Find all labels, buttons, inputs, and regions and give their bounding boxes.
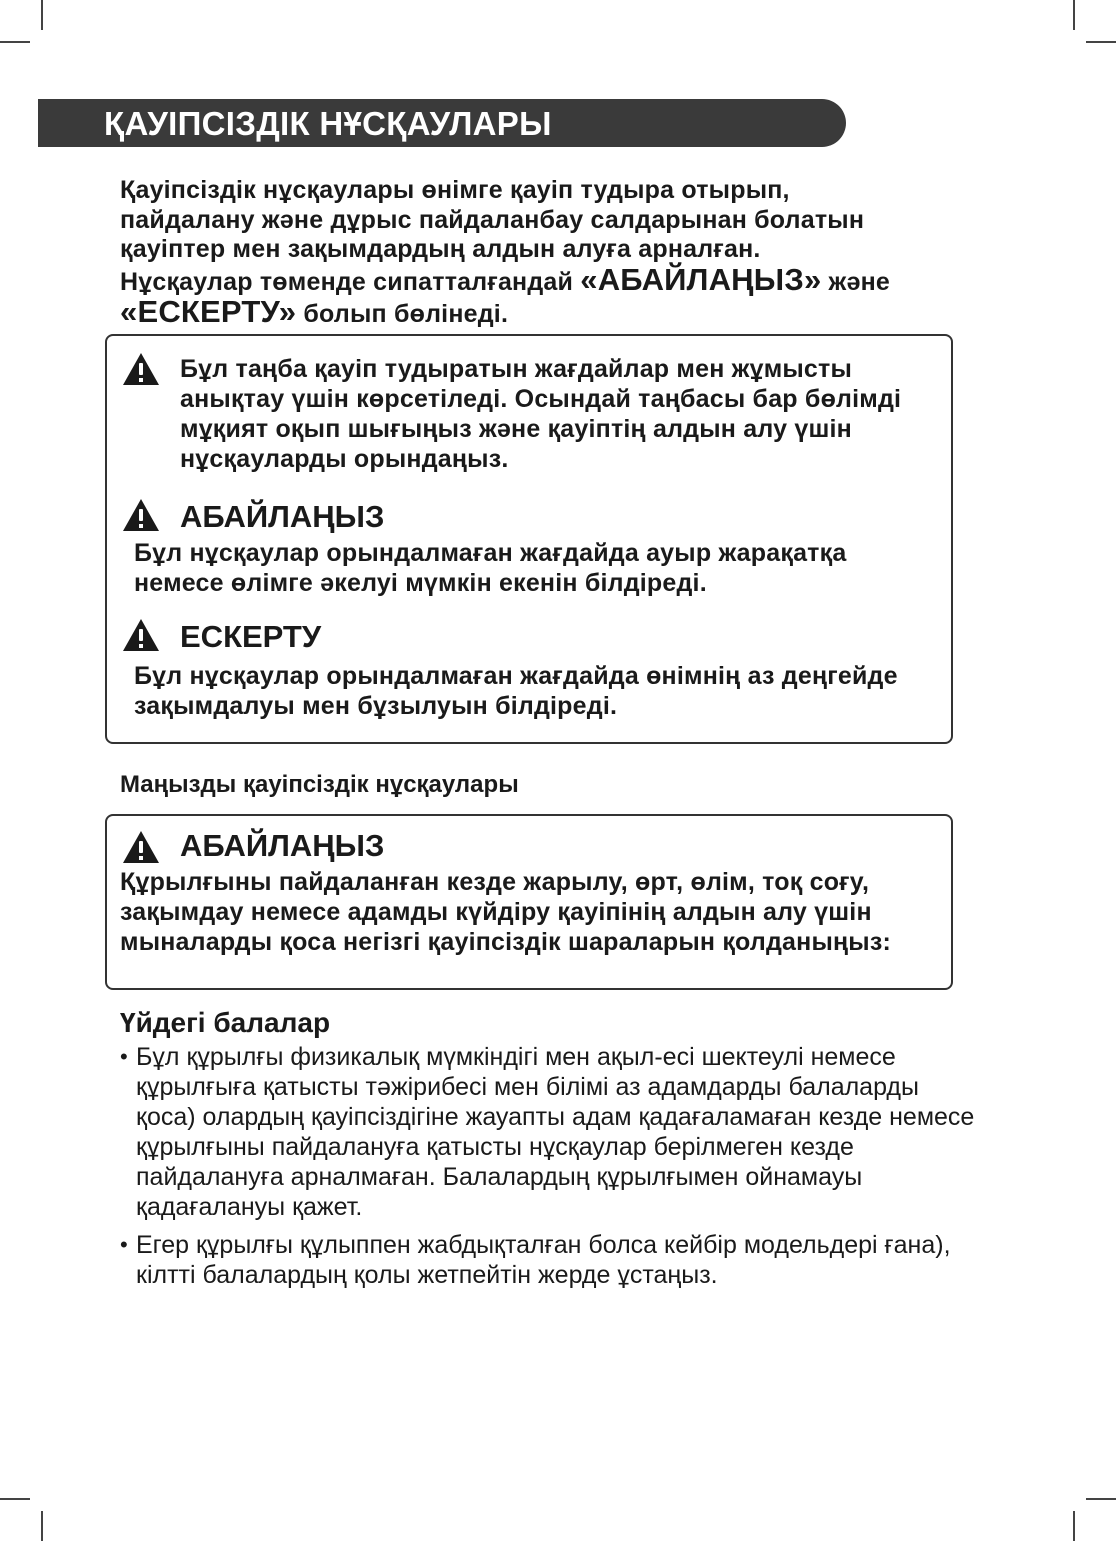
warning-term: «АБАЙЛАҢЫЗ» bbox=[580, 261, 822, 297]
caution-heading: ЕСКЕРТУ bbox=[180, 619, 322, 654]
warning-triangle-icon bbox=[122, 352, 160, 386]
warning-heading: АБАЙЛАҢЫЗ bbox=[180, 499, 385, 534]
section-title: Маңызды қауіпсіздік нұсқаулары bbox=[120, 771, 519, 798]
intro-line: Қауіпсіздік нұсқаулары өнімге қауіп тудыра отырып, bbox=[120, 176, 790, 204]
warning-description: Құрылғыны пайдаланған кезде жарылу, өрт, өлім, тоқ соғу, зақымдау немесе адамды күйдіру қауіпінің алдын алу үшін мыналарды қоса негізгі қауіпсіздік шараларын қолданыңыз: bbox=[120, 868, 892, 956]
children-section-title: Үйдегі балалар bbox=[120, 1007, 331, 1038]
crop-mark bbox=[1086, 41, 1116, 43]
crop-mark bbox=[0, 41, 30, 43]
symbol-description: Бұл таңба қауіп тудыратын жағдайлар мен жұмысты анықтау үшін көрсетіледі. Осындай таңбасы бар бөлімді мұқият оқып шығыңыз және қауіптің алдын алу үшін нұсқауларды орындаңыз. bbox=[180, 355, 902, 473]
intro-line: болып бөлінеді. bbox=[296, 300, 509, 328]
children-bullet-list bbox=[120, 1042, 980, 1298]
caution-term: «ЕСКЕРТУ» bbox=[120, 294, 297, 329]
intro-line: және bbox=[821, 267, 890, 296]
intro-line: пайдалану және дұрыс пайдаланбау салдарынан болатын bbox=[120, 205, 865, 234]
crop-mark bbox=[0, 1498, 30, 1500]
list-item bbox=[120, 1230, 980, 1290]
warning-heading: АБАЙЛАҢЫЗ bbox=[180, 828, 385, 863]
warning-triangle-icon bbox=[122, 618, 160, 652]
intro-line: қауіптер мен зақымдардың алдын алуға арналған. bbox=[120, 235, 761, 263]
crop-mark bbox=[1086, 1498, 1116, 1500]
caution-description: Бұл нұсқаулар орындалмаған жағдайда өнімнің аз деңгейде зақымдалуы мен бұзылуын білдіреді. bbox=[134, 662, 898, 720]
bullet-icon: • bbox=[120, 1232, 128, 1257]
warning-triangle-icon bbox=[122, 830, 160, 864]
warning-triangle-icon bbox=[122, 498, 160, 532]
intro-paragraph bbox=[120, 176, 1000, 330]
page-title: ҚАУІПСІЗДІК НҰСҚАУЛАРЫ bbox=[104, 105, 552, 142]
list-item bbox=[120, 1042, 980, 1222]
warning-description: Бұл нұсқаулар орындалмаған жағдайда ауыр жарақатқа немесе өлімге әкелуі мүмкін екенін білдіреді. bbox=[134, 539, 847, 597]
bullet-icon: • bbox=[120, 1044, 128, 1069]
crop-mark bbox=[1073, 1511, 1075, 1541]
crop-mark bbox=[1073, 0, 1075, 30]
list-item-text: Бұл құрылғы физикалық мүмкіндігі мен ақыл-есі шектеулі немесе құрылғыға қатысты тәжірибесі мен білімі аз адамдарды балаларды қоса) олардың қауіпсіздігіне жауапты адам қадағаламаған кезде немесе құрылғыны пайдалануға қатысты нұсқаулар берілмеген кезде пайдалануға арналмаған. Балалардың құрылғымен ойнамауы қадағалануы қажет. bbox=[136, 1043, 975, 1221]
list-item-text: Егер құрылғы құлыппен жабдықталған болса кейбір модельдері ғана), кілтті балалардың қолы жетпейтін жерде ұстаңыз. bbox=[136, 1231, 951, 1289]
crop-mark bbox=[41, 1511, 43, 1541]
crop-mark bbox=[41, 0, 43, 30]
intro-line: Нұсқаулар төменде сипатталғандай bbox=[120, 267, 581, 296]
